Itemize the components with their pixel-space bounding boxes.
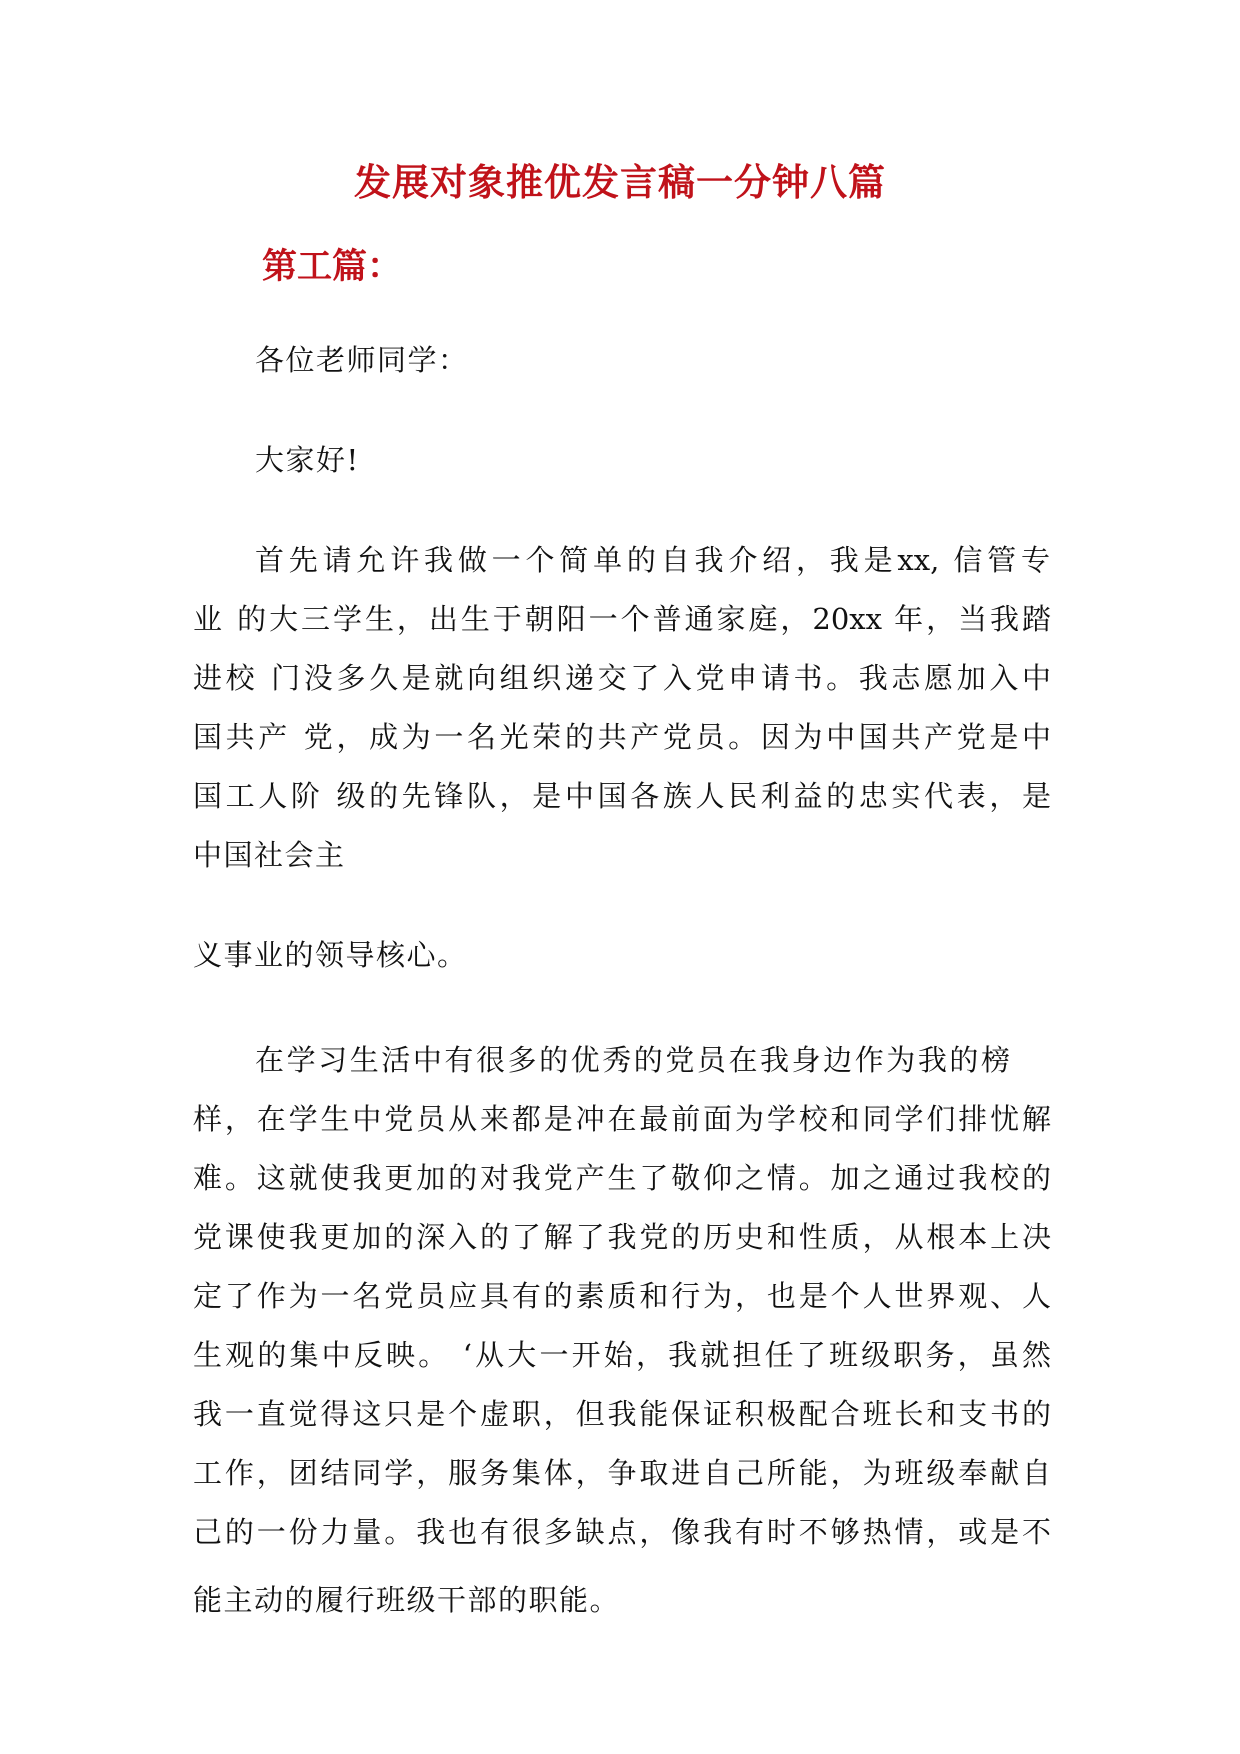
paragraph-2-line: 难。这就使我更加的对我党产生了敬仰之情。加之通过我校的 — [193, 1161, 1051, 1195]
paragraph-1-line: 首先请允许我做一个简单的自我介绍，我是xx, 信管专 — [255, 543, 1050, 577]
section-heading: 第工篇： — [262, 246, 403, 287]
paragraph-1-line: 业 的大三学生，出生于朝阳一个普通家庭，20xx 年，当我踏 — [193, 602, 1051, 636]
salutation: 各位老师同学： — [255, 343, 469, 377]
document-title: 发展对象推优发言稿一分钟八篇 — [354, 160, 886, 204]
paragraph-2-line: 生观的集中反映。 ‘从大一开始，我就担任了班级职务，虽然 — [193, 1338, 1051, 1372]
paragraph-2-line: 己的一份力量。我也有很多缺点，像我有时不够热情，或是不 — [193, 1515, 1051, 1549]
paragraph-1-line: 国共产 党，成为一名光荣的共产党员。因为中国共产党是中 — [193, 720, 1051, 754]
paragraph-2-line: 工作，团结同学，服务集体，争取进自己所能，为班级奉献自 — [193, 1456, 1051, 1490]
paragraph-1-line: 国工人阶 级的先锋队，是中国各族人民利益的忠实代表，是 — [193, 779, 1051, 813]
paragraph-1-line: 中国社会主 — [193, 838, 346, 872]
paragraph-2-line: 定了作为一名党员应具有的素质和行为，也是个人世界观、人 — [193, 1279, 1051, 1313]
paragraph-1-line: 进校 门没多久是就向组织递交了入党申请书。我志愿加入中 — [193, 661, 1051, 695]
greeting: 大家好! — [255, 443, 360, 477]
paragraph-2-line: 我一直觉得这只是个虚职，但我能保证积极配合班长和支书的 — [193, 1397, 1051, 1431]
paragraph-2-line: 党课使我更加的深入的了解了我党的历史和性质，从根本上决 — [193, 1220, 1051, 1254]
paragraph-2-line: 能主动的履行班级干部的职能。 — [193, 1583, 621, 1617]
paragraph-1-continuation: 义事业的领导核心。 — [193, 938, 468, 972]
paragraph-2-line: 样，在学生中党员从来都是冲在最前面为学校和同学们排忧解 — [193, 1102, 1051, 1136]
paragraph-2-line: 在学习生活中有很多的优秀的党员在我身边作为我的榜 — [255, 1043, 1010, 1077]
